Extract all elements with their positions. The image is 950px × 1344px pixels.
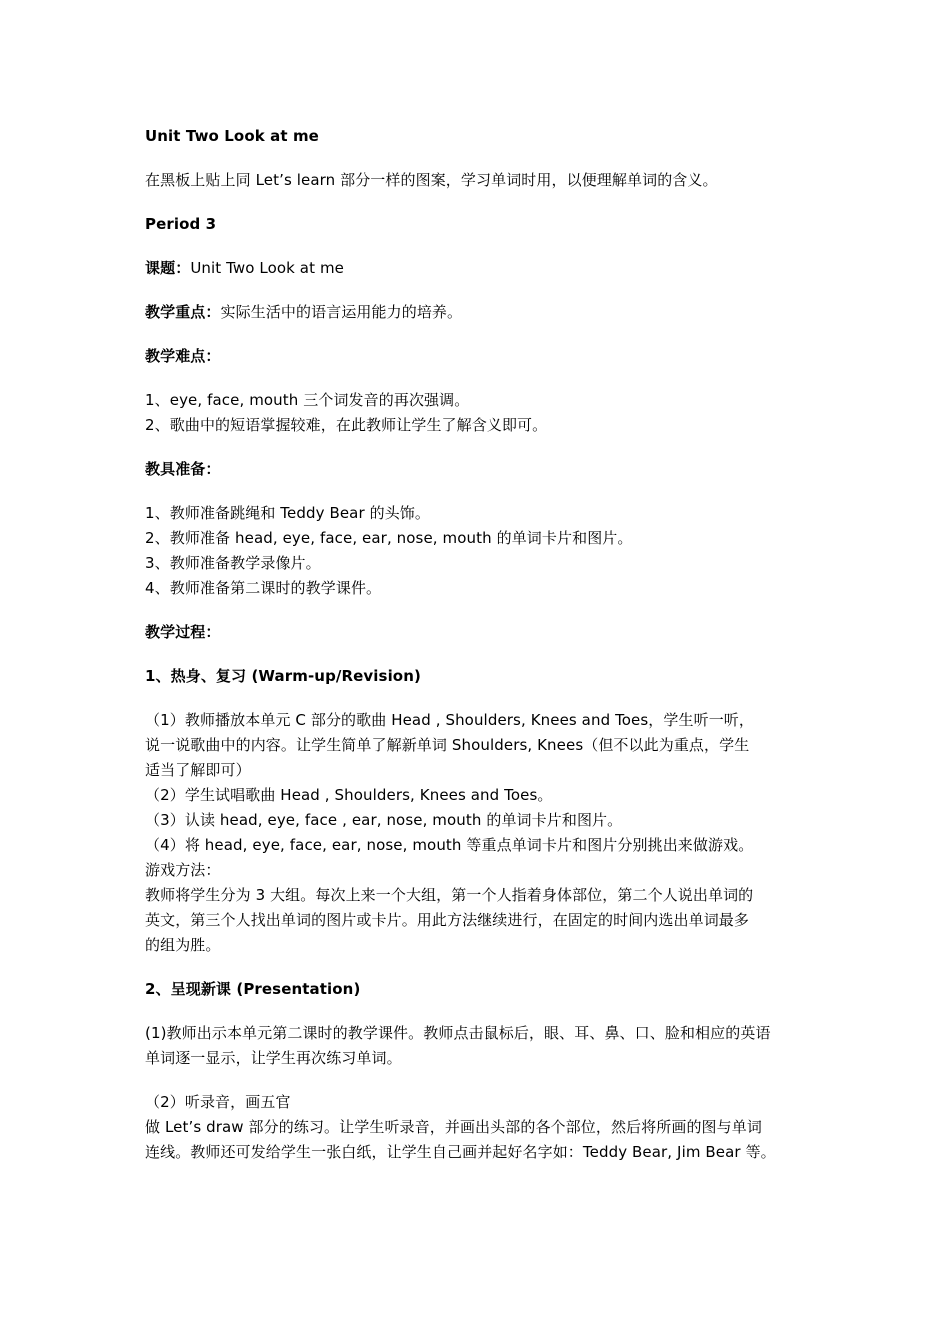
prep-item: 3、教师准备教学录像片。 [145,554,321,572]
step1-line: 适当了解即可） [145,761,251,779]
step2-line: （2）听录音，画五官 [145,1093,291,1111]
step2-line: 单词逐一显示，让学生再次练习单词。 [145,1049,402,1067]
step1-line: （2）学生试唱歌曲 Head , Shoulders, Knees and Toes。 [145,786,553,804]
step1-heading: 1、热身、复习 (Warm-up/Revision) [145,667,421,685]
step1-line: 游戏方法： [145,861,221,879]
difficulty-heading: 教学难点： [145,347,221,365]
step1-line: （1）教师播放本单元 C 部分的歌曲 Head , Shoulders, Knees and Toes，学生听一听， [145,711,755,729]
prep-item: 4、教师准备第二课时的教学课件。 [145,579,382,597]
step1-line: 说一说歌曲中的内容。让学生简单了解新单词 Shoulders, Knees（但不以此为重点，学生 [145,736,750,754]
step1-line: （3）认读 head, eye, face , ear, nose, mouth 的单词卡片和图片。 [145,811,623,829]
process-heading: 教学过程： [145,623,221,641]
document-title: Unit Two Look at me [145,127,319,145]
focus-value: 实际生活中的语言运用能力的培养。 [220,303,463,321]
prep-item: 1、教师准备跳绳和 Teddy Bear 的头饰。 [145,504,430,522]
topic-line [145,256,825,281]
prep-heading: 教具准备： [145,460,221,478]
topic-value: Unit Two Look at me [190,259,344,277]
step1-line: 英文，第三个人找出单词的图片或卡片。用此方法继续进行，在固定的时间内选出单词最多 [145,911,750,929]
difficulty-item: 1、eye, face, mouth 三个词发音的再次强调。 [145,391,470,409]
step1-line: 的组为胜。 [145,936,221,954]
topic-label: 课题： [145,259,191,277]
step2-heading: 2、呈现新课 (Presentation) [145,980,361,998]
step1-line: 教师将学生分为 3 大组。每次上来一个大组，第一个人指着身体部位，第二个人说出单词的 [145,886,754,904]
focus-line [145,300,825,325]
difficulty-item: 2、歌曲中的短语掌握较难，在此教师让学生了解含义即可。 [145,416,548,434]
step2-line: (1)教师出示本单元第二课时的教学课件。教师点击鼠标后，眼、耳、鼻、口、脸和相应的英语 [145,1024,771,1042]
document-body [145,124,825,1165]
step2-line: 做 Let’s draw 部分的练习。让学生听录音，并画出头部的各个部位，然后将所画的图与单词 [145,1118,762,1136]
step2-line: 连线。教师还可发给学生一张白纸，让学生自己画并起好名字如：Teddy Bear, Jim Bear 等。 [145,1143,776,1161]
prep-item: 2、教师准备 head, eye, face, ear, nose, mouth 的单词卡片和图片。 [145,529,633,547]
intro-paragraph: 在黑板上贴上同 Let’s learn 部分一样的图案，学习单词时用，以便理解单词的含义。 [145,171,718,189]
focus-label: 教学重点： [145,303,221,321]
step1-line: （4）将 head, eye, face, ear, nose, mouth 等重点单词卡片和图片分别挑出来做游戏。 [145,836,754,854]
period-heading: Period 3 [145,215,217,233]
